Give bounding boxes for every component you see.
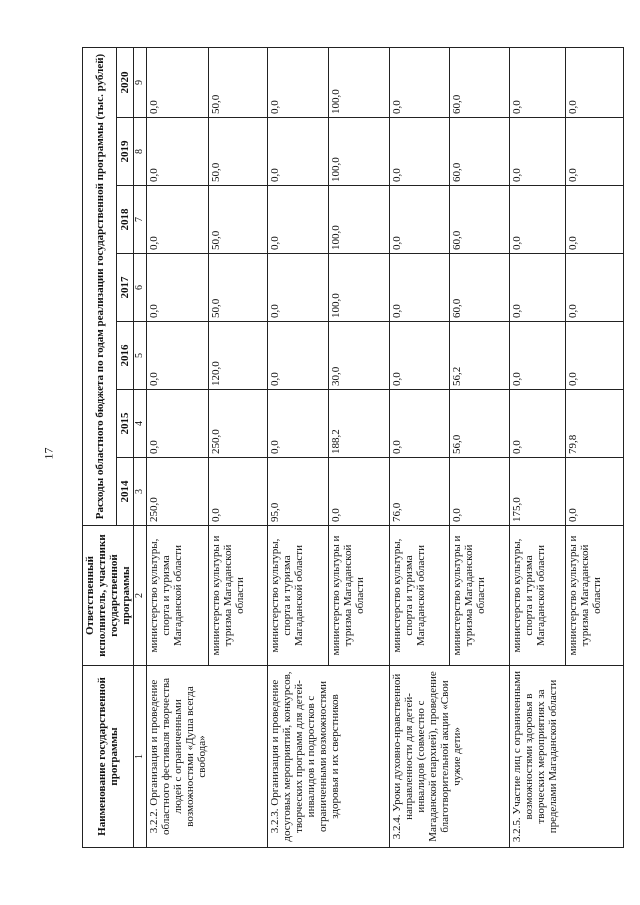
page-number: 17 [41, 447, 56, 460]
value-cell: 0,0 [390, 186, 450, 254]
value-cell: 0,0 [450, 458, 510, 526]
value-cell: 0,0 [390, 322, 450, 390]
value-cell: 76,0 [390, 458, 450, 526]
executor: министерство культуры, спорта и туризма Магаданской области [268, 526, 329, 666]
value-cell: 0,0 [268, 254, 329, 322]
value-cell: 175,0 [510, 458, 566, 526]
program-name: 3.2.2. Организация и проведение областного фестиваля творчества людей с ограниченными возможностями «Душа всегда свобода» [147, 666, 268, 848]
value-cell: 0,0 [329, 458, 390, 526]
value-cell: 50,0 [209, 186, 268, 254]
value-cell: 188,2 [329, 390, 390, 458]
header-year: 2020 [117, 47, 134, 117]
value-cell: 56,0 [450, 390, 510, 458]
value-cell: 0,0 [510, 186, 566, 254]
column-number: 3 [134, 458, 147, 526]
value-cell: 0,0 [147, 118, 209, 186]
value-cell: 0,0 [510, 254, 566, 322]
column-number: 6 [134, 254, 147, 322]
value-cell: 0,0 [147, 322, 209, 390]
value-cell: 0,0 [566, 322, 624, 390]
value-cell: 56,2 [450, 322, 510, 390]
executor: министерство культуры и туризма Магаданской области [566, 526, 624, 666]
value-cell: 100,0 [329, 254, 390, 322]
column-number: 4 [134, 390, 147, 458]
executor: министерство культуры и туризма Магаданской области [209, 526, 268, 666]
executor: министерство культуры, спорта и туризма Магаданской области [510, 526, 566, 666]
value-cell: 0,0 [209, 458, 268, 526]
column-number: 2 [134, 526, 147, 666]
program-name: 3.2.4. Уроки духовно-нравственной направленности для детей-инвалидов (совместно с Магаданской епархией), проведение благотворительной акции «Свои чужие дети» [390, 666, 510, 848]
value-cell: 60,0 [450, 118, 510, 186]
value-cell: 0,0 [147, 390, 209, 458]
column-number: 5 [134, 322, 147, 390]
value-cell: 0,0 [268, 322, 329, 390]
value-cell: 0,0 [390, 254, 450, 322]
value-cell: 100,0 [329, 118, 390, 186]
column-number: 7 [134, 186, 147, 254]
value-cell: 0,0 [268, 390, 329, 458]
value-cell: 95,0 [268, 458, 329, 526]
executor: министерство культуры и туризма Магаданской области [329, 526, 390, 666]
executor: министерство культуры, спорта и туризма Магаданской области [147, 526, 209, 666]
program-name: 3.2.3. Организация и проведение досуговых мероприятий, конкурсов, творческих программ для детей-инвалидов и подростков с ограниченными возможностями здоровья и их сверстников [268, 666, 390, 848]
value-cell: 100,0 [329, 186, 390, 254]
executor: министерство культуры, спорта и туризма Магаданской области [390, 526, 450, 666]
value-cell: 60,0 [450, 47, 510, 117]
value-cell: 0,0 [566, 458, 624, 526]
header-year: 2019 [117, 118, 134, 186]
column-number: 8 [134, 118, 147, 186]
value-cell: 50,0 [209, 118, 268, 186]
value-cell: 50,0 [209, 47, 268, 117]
value-cell: 0,0 [510, 118, 566, 186]
value-cell: 0,0 [268, 47, 329, 117]
value-cell: 0,0 [566, 47, 624, 117]
value-cell: 0,0 [147, 47, 209, 117]
value-cell: 0,0 [566, 254, 624, 322]
header-executor: Ответственный исполнитель, участники государственной программы [83, 526, 134, 666]
value-cell: 0,0 [390, 390, 450, 458]
value-cell: 30,0 [329, 322, 390, 390]
value-cell: 0,0 [510, 47, 566, 117]
value-cell: 120,0 [209, 322, 268, 390]
header-name: Наименование государственной программы [83, 666, 134, 848]
column-number: 9 [134, 47, 147, 117]
value-cell: 60,0 [450, 186, 510, 254]
value-cell: 0,0 [566, 118, 624, 186]
value-cell: 0,0 [268, 186, 329, 254]
header-budget: Расходы областного бюджета по годам реализации государственной программы (тыс. рублей) [83, 47, 117, 525]
header-year: 2014 [117, 458, 134, 526]
rotated-page [82, 48, 625, 848]
value-cell: 0,0 [566, 186, 624, 254]
value-cell: 0,0 [147, 186, 209, 254]
header-year: 2018 [117, 186, 134, 254]
header-year: 2016 [117, 322, 134, 390]
value-cell: 250,0 [147, 458, 209, 526]
program-name: 3.2.5. Участие лиц с ограниченными возможностями здоровья в творческих мероприятиях за пределами Магаданской области [510, 666, 624, 848]
value-cell: 50,0 [209, 254, 268, 322]
value-cell: 0,0 [268, 118, 329, 186]
value-cell: 0,0 [147, 254, 209, 322]
value-cell: 100,0 [329, 47, 390, 117]
column-number: 1 [134, 666, 147, 848]
value-cell: 0,0 [510, 322, 566, 390]
header-year: 2015 [117, 390, 134, 458]
header-year: 2017 [117, 254, 134, 322]
value-cell: 79,8 [566, 390, 624, 458]
budget-table [82, 47, 624, 848]
value-cell: 0,0 [390, 47, 450, 117]
value-cell: 60,0 [450, 254, 510, 322]
value-cell: 0,0 [390, 118, 450, 186]
value-cell: 0,0 [510, 390, 566, 458]
value-cell: 250,0 [209, 390, 268, 458]
executor: министерство культуры и туризма Магаданской области [450, 526, 510, 666]
